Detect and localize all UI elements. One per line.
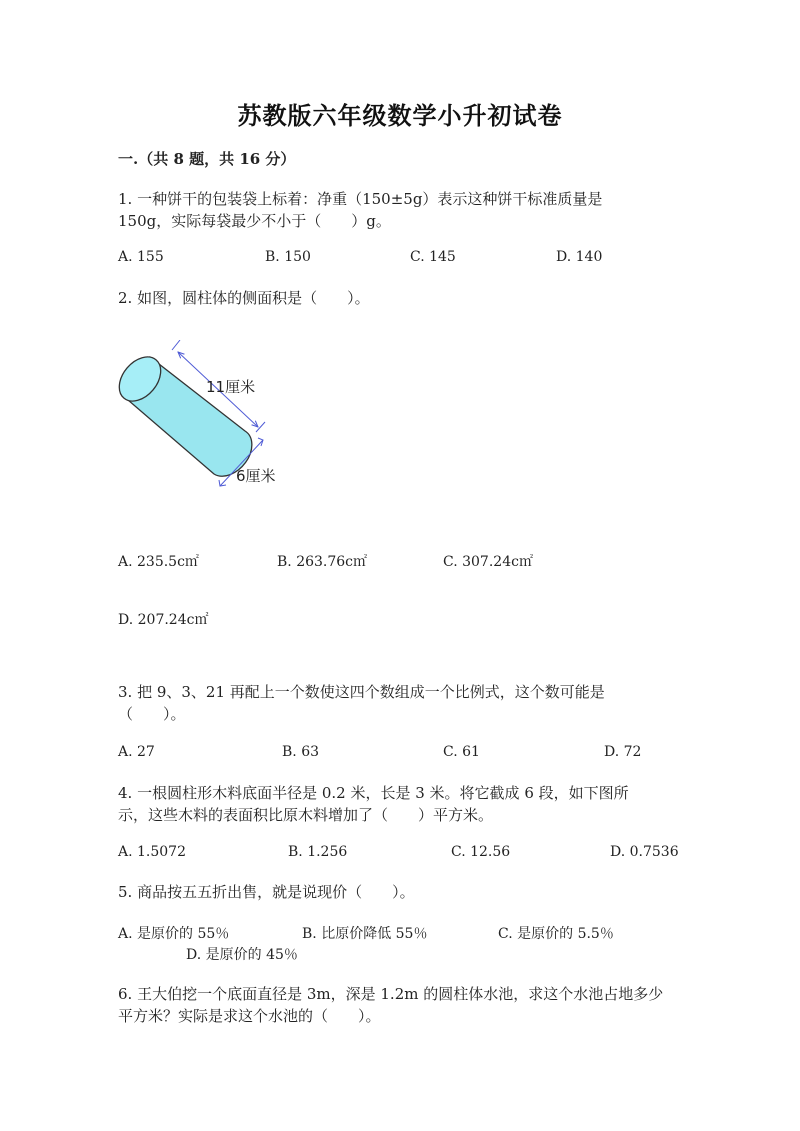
question-3-option-d: D. 72 xyxy=(604,744,642,760)
length-label: 11厘米 xyxy=(206,378,256,396)
question-4-line-2: 示，这些木料的表面积比原木料增加了（ ）平方米。 xyxy=(118,806,494,824)
question-4-option-b: B. 1.256 xyxy=(288,844,348,860)
question-6-line-2: 平方米？实际是求这个水池的（ ）。 xyxy=(118,1007,381,1025)
question-1-option-d: D. 140 xyxy=(556,249,603,265)
question-3-line-2: （ ）。 xyxy=(118,705,186,723)
section-header: 一.（共 8 题，共 16 分） xyxy=(118,150,296,168)
question-1-option-b: B. 150 xyxy=(265,249,311,265)
question-1-line-2: 150g，实际每袋最少不小于（ ）g。 xyxy=(118,212,391,230)
question-2-line-1: 2. 如图，圆柱体的侧面积是（ ）。 xyxy=(118,289,370,307)
question-6-line-1: 6. 王大伯挖一个底面直径是 3m，深是 1.2m 的圆柱体水池，求这个水池占地多少 xyxy=(118,985,664,1003)
question-3-option-b: B. 63 xyxy=(282,744,320,760)
question-4-option-d: D. 0.7536 xyxy=(610,844,679,860)
question-5-option-b: B. 比原价降低 55％ xyxy=(302,926,428,942)
question-5-option-a: A. 是原价的 55％ xyxy=(118,926,230,942)
length-extension-top xyxy=(172,340,180,350)
question-2-option-b: B. 263.76c㎡ xyxy=(277,554,368,570)
question-3-option-c: C. 61 xyxy=(443,744,480,760)
question-1-option-a: A. 155 xyxy=(118,249,164,265)
question-1-line-1: 1. 一种饼干的包装袋上标着：净重（150±5g）表示这种饼干标准质量是 xyxy=(118,190,603,208)
question-2-option-d: D. 207.24c㎡ xyxy=(118,612,209,628)
question-2-option-c: C. 307.24c㎡ xyxy=(443,554,533,570)
question-5-option-c: C. 是原价的 5.5％ xyxy=(498,926,614,942)
question-5-option-d: D. 是原价的 45％ xyxy=(186,947,298,963)
question-4-option-a: A. 1.5072 xyxy=(118,844,186,860)
question-1-option-c: C. 145 xyxy=(410,249,456,265)
diameter-label: 6厘米 xyxy=(236,467,276,485)
question-3-line-1: 3. 把 9、3、21 再配上一个数使这四个数组成一个比例式，这个数可能是 xyxy=(118,683,605,701)
question-3-option-a: A. 27 xyxy=(118,744,155,760)
question-5-line-1: 5. 商品按五五折出售，就是说现价（ ）。 xyxy=(118,883,415,901)
question-4-line-1: 4. 一根圆柱形木料底面半径是 0.2 米，长是 3 米。将它截成 6 段，如下图所 xyxy=(118,784,629,802)
page-title: 苏教版六年级数学小升初试卷 xyxy=(237,101,563,130)
question-2-option-a: A. 235.5c㎡ xyxy=(118,554,199,570)
question-4-option-c: C. 12.56 xyxy=(451,844,511,860)
cylinder-figure xyxy=(118,340,298,505)
